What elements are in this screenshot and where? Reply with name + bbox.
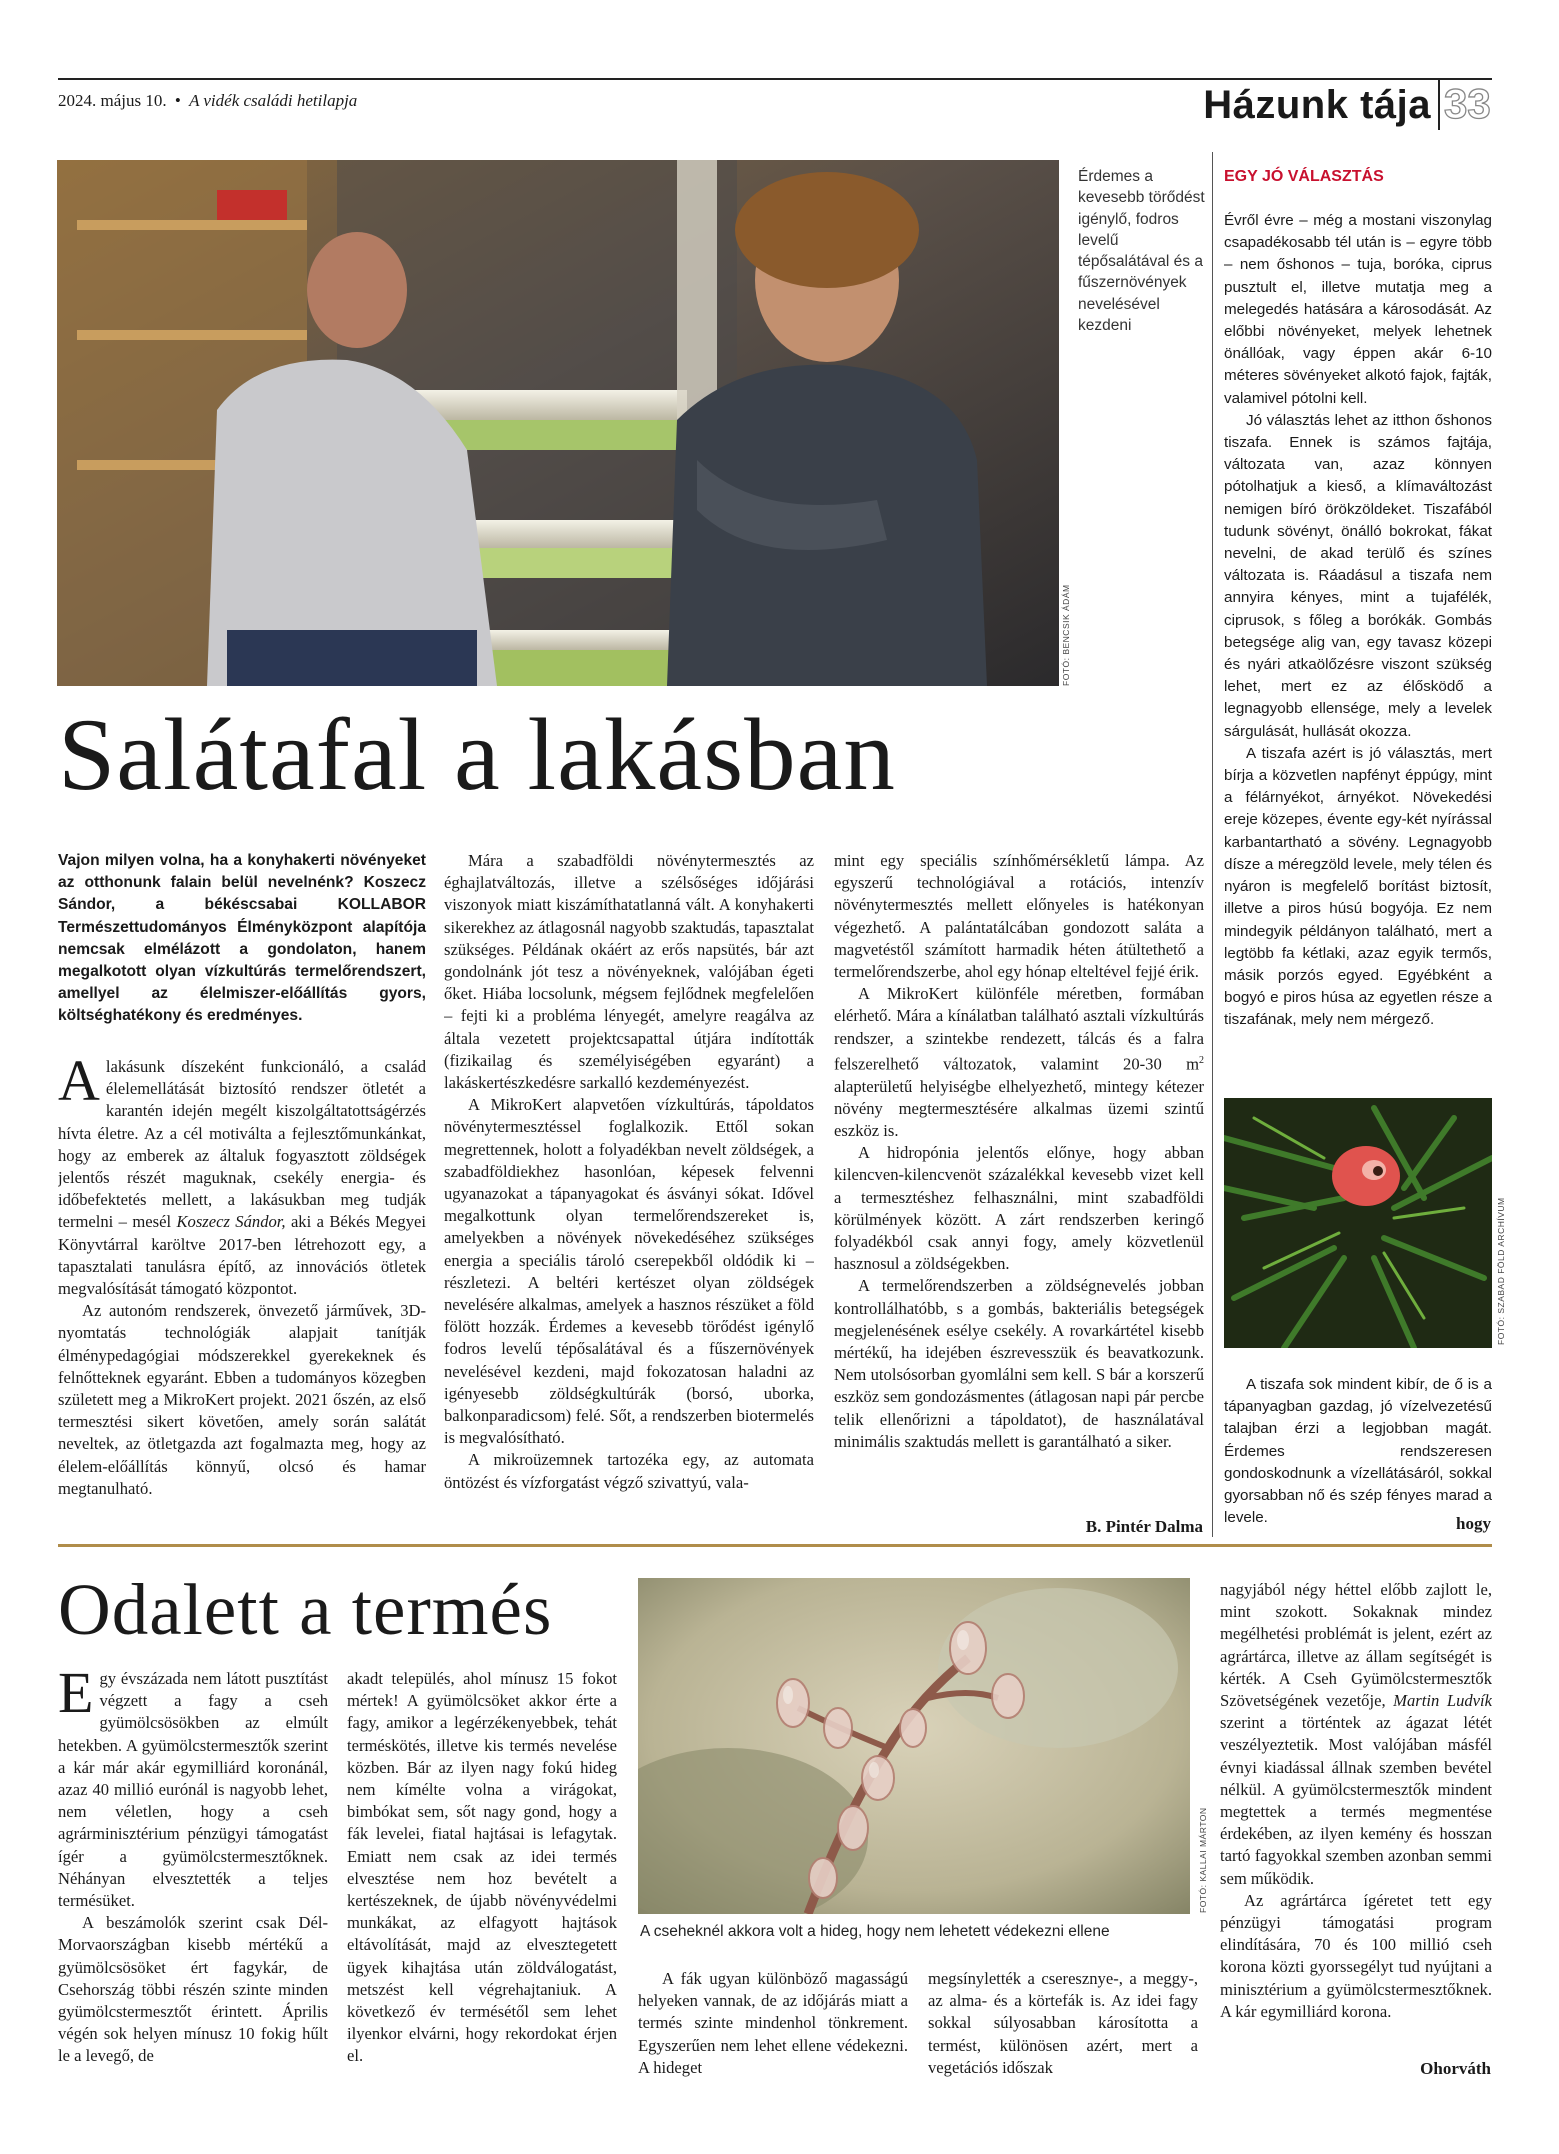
article2-column-1 xyxy=(58,1668,328,2108)
article-author: B. Pintér Dalma xyxy=(1085,1517,1203,1536)
article2-column-5 xyxy=(1220,1579,1492,2079)
article-column-2 xyxy=(444,850,814,1540)
sidebar-heading: EGY JÓ VÁLASZTÁS xyxy=(1224,168,1384,185)
paragraph: A hidropónia jelentős előnye, hogy abban kilencven-kilencvenöt százalékkal kevesebb vizet kell a termesztéshez felhasználni, mint szabadföldi körülmények között. A zárt rendszerben keringő folyadékból csak annyi fogy, amely közvetlenül hasznosul a zöldségekben. xyxy=(834,1143,1204,1274)
tagline: A vidék családi hetilapja xyxy=(189,91,358,110)
drop-cap: E xyxy=(58,1668,94,1725)
sidebar-author: hogy xyxy=(1456,1514,1491,1533)
article-lead: Vajon milyen volna, ha a konyhakerti növényeket az otthonunk falain belül nevelnénk? Koszecz Sándor, a békéscsabai KOLLABOR Természettudományos Élményközpont alapítója nemcsak elmélázott a gondolaton, hanem megalkotott olyan vízkultúrás termelőrendszert, amellyel az élelmiszer-előállítás gyors, költséghatékony és eredményes. xyxy=(58,852,426,1025)
paragraph: A MikroKert különféle méretben, formában elérhető. Mára a kínálatban található asztali vízkultúrás rendszer, a szintekbe rendezett, tálcás és a falra felszerelhető változatok, valamint 20-30 $m^2$ alapterületű helyiségbe elhelyezhető, mintegy kétezer növény megtermesztésére alkalmas üzemi szintű eszköz is. xyxy=(834,984,1204,1140)
yew-photo-caption: A tiszafa sok mindent kibír, de ő is a tápanyagban gazdag, jó vízelvezetésű talajban érzi a legjobban magát. Érdemes rendszeresen gondoskodnunk a vízellátásáról, sokkal gyorsabban nő és szép fényes marad a levele. xyxy=(1224,1376,1492,1527)
paragraph: Alakásunk díszeként funkcionáló, a család élelemellátását biztosító rendszer ötletét a karantén idején megélt kiszolgáltatottságérzés hívta életre. Az a cél motiválta a fejlesztőmunkánkat, hogy az emberek az általuk fogyasztott zöldségek jelentős részét maguknak, csekély energia- és időbefektetés mellett, a lakásukban meg tudják termelni – mesél Koszecz Sándor, aki a Békés Megyei Könyvtárral karöltve 2017-ben létrehozott egy, a tapasztalati tanulásra építő, az innovációs ötletek megvalósítását támogató központot. xyxy=(58,1056,426,1299)
paragraph: Az autonóm rendszerek, önvezető járművek, 3D-nyomtatás technológiák alapjait tanítják élménypedagógiai módszerekkel gyerekeknek és felnőtteknek egyaránt. Ebben a tudományos közegben született meg a MikroKert projekt. 2021 őszén, az első termesztési sikert követően, amely során salátát neveltek, az ötletgazda azt fogalmazta meg, hogy az élelem-előállítás könnyű, olcsó és hamar megtanulható. xyxy=(58,1301,426,1498)
lead-photo-credit: FOTÓ: BENCSIK ÁDÁM xyxy=(1061,584,1071,686)
lead-photo-caption: Érdemes a kevesebb törődést igénylő, fodros levelű tépősalátával és a fűszernövények nevelésével kezdeni xyxy=(1078,168,1205,335)
yew-photo xyxy=(1224,1098,1492,1348)
paragraph: A termelőrendszerben a zöldségnevelés jobban kontrollálhatóbb, s a gombás, bakteriális betegségek megjelenésének esélye csekély. A rovarkártétel kisebb mértékű, ha idejében észrevesszük és beavatkozunk. Nem utolsósorban gyomlálni sem kell. S bár a korszerű eszköz sem gondozásmentes (átlagosan napi pár percbe telik ellenőrizni a tápoldatot), de használatával minimális szaktudás mellett is garantálható a siker. xyxy=(834,1276,1204,1451)
paragraph: Egy évszázada nem látott pusztítást végzett a fagy a cseh gyümölcsösökben az elmúlt hetekben. A gyümölcstermesztők szerint a kár már akár egymilliárd koronánál, azaz 40 millió eurónál is nagyobb lehet, nem véletlen, hogy a cseh agrárminisztérium pénzügyi támogatást ígér a gyümölcstermesztőknek. Néhányan elvesztették a teljes termésüket. xyxy=(58,1668,328,1911)
person-name: Koszecz Sándor, xyxy=(176,1212,286,1232)
article-title: Salátafal a lakásban xyxy=(58,698,896,812)
article-column-3 xyxy=(834,850,1204,1520)
issue-date: 2024. május 10. xyxy=(58,91,167,110)
paragraph: Jó választás lehet az itthon őshonos tiszafa. Ennek is számos fajtája, változata van, azaz könnyen pótolhatjuk a kieső, a klímaváltozást nemigen bíró örökzöldeket. Tiszafából tudunk sövényt, önálló bokrokat, fákat nevelni, de akad terülő és színes változata is. Ráadásul a tiszafa nem annyira kényes, mint a tujafélék, ciprusok, s főleg a borókák. Gombás betegsége alig van, egy tavasz közepi és nyári atkaölőzésre viszont szükség lehet, mert ez az élősködő a legnagyobb ellensége, mely a levelek sárgulását, hullását okozza. xyxy=(1224,411,1492,740)
paragraph: A fák ugyan különböző magasságú helyeken vannak, de az időjárás miatt a termés szinte mindenhol tönkrement. Egyszerűen nem lehet ellene védekezni. A hideget xyxy=(638,1969,908,2077)
paragraph: A tiszafa azért is jó választás, mert bírja a közvetlen napfényt éppúgy, mint a félárnyékot, árnyékot. Növekedési ereje közepes, évente egy-két nyírással karbantartható a sövény. Legnagyobb dísze a méregzöld levele, mely télen és nyáron is megfelelő borítást biztosít, illetve a piros húsú bogyója. Ez nem mindegyik példányon található, mert a legtöbb fa kétlaki, azaz egyik termős, másik porzós egyed. Egyébként a bogyó e piros húsa az egyetlen része a tiszafának, mely nem mérgező. xyxy=(1224,744,1492,1029)
section-divider xyxy=(1438,80,1440,130)
article2-column-4 xyxy=(928,1968,1198,2108)
article2-author: Ohorváth xyxy=(1420,2059,1491,2078)
paragraph: nagyjából négy héttel előbb zajlott le, mint szokott. Sokaknak mindez megélhetési problémát is jelent, ezért az agrártárca, illetve az állam segítségét is kérték. A Cseh Gyümölcstermesztők Szövetségének vezetője, Martin Ludvík szerint a történtek az ágazat létét veszélyeztetik. Most valójában másfél évnyi kiadással állnak szemben bevétel nélkül. A gyümölcstermesztők mindent megtettek a termés megmentése érdekében, az ilyen kemény és hosszan tartó fagyokkal szemben azonban semmi sem működik. xyxy=(1220,1580,1492,1888)
frost-photo-caption: A cseheknél akkora volt a hideg, hogy nem lehetett védekezni ellene xyxy=(640,1923,1110,1940)
paragraph: mint egy speciális színhőmérsékletű lámpa. Az egyszerű technológiával a rotációs, intenzív növénytermesztés mellett előnyeles is hatékonyan végezhető. A palántatálcában gondozott saláta a magvetéstől számított harmadik héten átültethető a termelőrendszerbe, ahol egy hónap elteltével fejjé érik. xyxy=(834,851,1204,982)
frozen-branch-illustration xyxy=(638,1578,1190,1914)
paragraph: akadt település, ahol mínusz 15 fokot mértek! A gyümölcsöket akkor érte a fagy, amikor a legérzékenyebbek, tehát terméskötés, illetve kis termés nevelése közben. Bár az ilyen nagy fokú hideg nem kímélte volna a virágokat, bimbókat sem, sőt nagy gond, hogy a fák levelei, fiatal hajtásai is lefagytak. Emiatt nem csak az idei termés elvesztése nem hoz bevételt a kertészeknek, de újabb növényvédelmi munkákat, az elfagyott hajtások eltávolítását, majd az elvesztegetett ügyek kihajtása után zöldválogatást, metszést kell végrehajtaniuk. A következő év termésétől sem lehet ilyenkor elvárni, hogy rekordokat érjen el. xyxy=(347,1669,617,2066)
paragraph: A MikroKert alapvetően vízkultúrás, tápoldatos növénytermesztéssel foglalkozik. Ettől sokan megrettennek, holott a folyadékban nevelt zöldségek, a szabadföldiekhez hasonlóan, képesek felvenni ugyanazokat a tápanyagokat és ásványi sókat. Idővel megalkottunk olyan termelőrendszereket is, amelyekben a növények növekedéséhez szükséges energia a speciális tároló cserepekből oldódik ki – részletezi. A beltéri kertészet olyan zöldségek nevelésére alkalmas, amelyek a hasznos részüket a föld fölött hozzák. Érdemes a kevesebb törődést igénylő fodros levelű tépősalátával és a fűszernövények nevelésével kezdeni, majd fokozatosan haladni az igényesebb zöldségkultúrák (borsó, uborka, balkonparadicsom) felé. Sőt, a rendszerben biotermelés is megvalósítható. xyxy=(444,1095,814,1448)
person-name: Martin Ludvík xyxy=(1393,1691,1492,1711)
lead-photo xyxy=(57,160,1059,686)
greenhouse-photo-illustration xyxy=(57,160,1059,686)
yew-photo-credit: FOTÓ: SZABAD FÖLD ARCHÍVUM xyxy=(1496,1197,1506,1345)
masthead-date-line xyxy=(58,90,357,112)
paragraph: A mikroüzemnek tartozéka egy, az automata öntözést és vízforgatást végző szivattyú, vala- xyxy=(444,1450,814,1492)
drop-cap: A xyxy=(58,1056,100,1113)
article-column-1 xyxy=(58,1056,426,1540)
article2-title: Odalett a termés xyxy=(58,1569,553,1650)
frost-photo-credit: FOTÓ: KALLAI MÁRTON xyxy=(1198,1807,1208,1913)
article2-column-3 xyxy=(638,1968,908,2108)
paragraph: A beszámolók szerint csak Dél-Morvaországban kisebb mértékű a gyümölcsösöket ért fagykár, de Csehország többi részén szinte minden gyümölcstermesztőt érintett. Április végén sok helyen mínusz 10 fokig hűlt le a levegő, de xyxy=(58,1913,328,2066)
paragraph: Mára a szabadföldi növénytermesztés az éghajlatváltozás, illetve a szélsőséges időjárási viszonyok miatt kiszámíthatatlanná vált. A konyhakerti sikerekhez az átlagosnál nagyobb szaktudás, tapasztalat szükséges. Példának okáért az erős napsütés, bár azt gondolnánk jót tesz a növényeknek, valójában égeti őket. Hiába locsolunk, mégsem fejlődnek megfelelően – fejti ki a probléma lényegét, amelyre reagálva az általa vezetett projektcsapattal útjára indították (fizikailag és személyiségében egyaránt) a lakáskertészkedésre sarkalló kezdeményezést. xyxy=(444,851,814,1093)
paragraph: megsínylették a cseresznye-, a meggy-, az alma- és a körtefák is. Az idei fagy sokkal súlyosabban károsította a termést, különösen azért, mert a vegetációs időszak xyxy=(928,1969,1198,2077)
frost-photo xyxy=(638,1578,1190,1914)
bullet-separator: • xyxy=(174,91,181,110)
page-number: 33 xyxy=(1444,80,1491,127)
article2-column-2 xyxy=(347,1668,617,2108)
article-separator xyxy=(58,1544,1492,1547)
yew-berry-illustration xyxy=(1224,1098,1492,1348)
paragraph: Évről évre – még a mostani viszonylag csapadékosabb tél után is – egyre több – nem őshonos – tuja, boróka, ciprus pusztult el, illetve mutatja meg a melegedés hatására a károsodását. Az előbbi növényeket, melyek lehetnek önállóak, vagy éppen akár 6-10 méteres sövényeket alkotó fajok, fajták, valamivel pótolni kell. xyxy=(1224,212,1492,407)
sidebar-text xyxy=(1224,210,1492,1092)
paragraph: Az agrártárca ígéretet tett egy pénzügyi támogatási program elindítására, 70 és 100 millió cseh korona közti gyorssegélyt tud nyújtani a minisztérium a gyümölcstermesztőknek. A kár egymilliárd korona. xyxy=(1220,1890,1492,2021)
sidebar-divider xyxy=(1212,152,1213,1537)
section-title: Házunk tája xyxy=(1203,83,1431,127)
